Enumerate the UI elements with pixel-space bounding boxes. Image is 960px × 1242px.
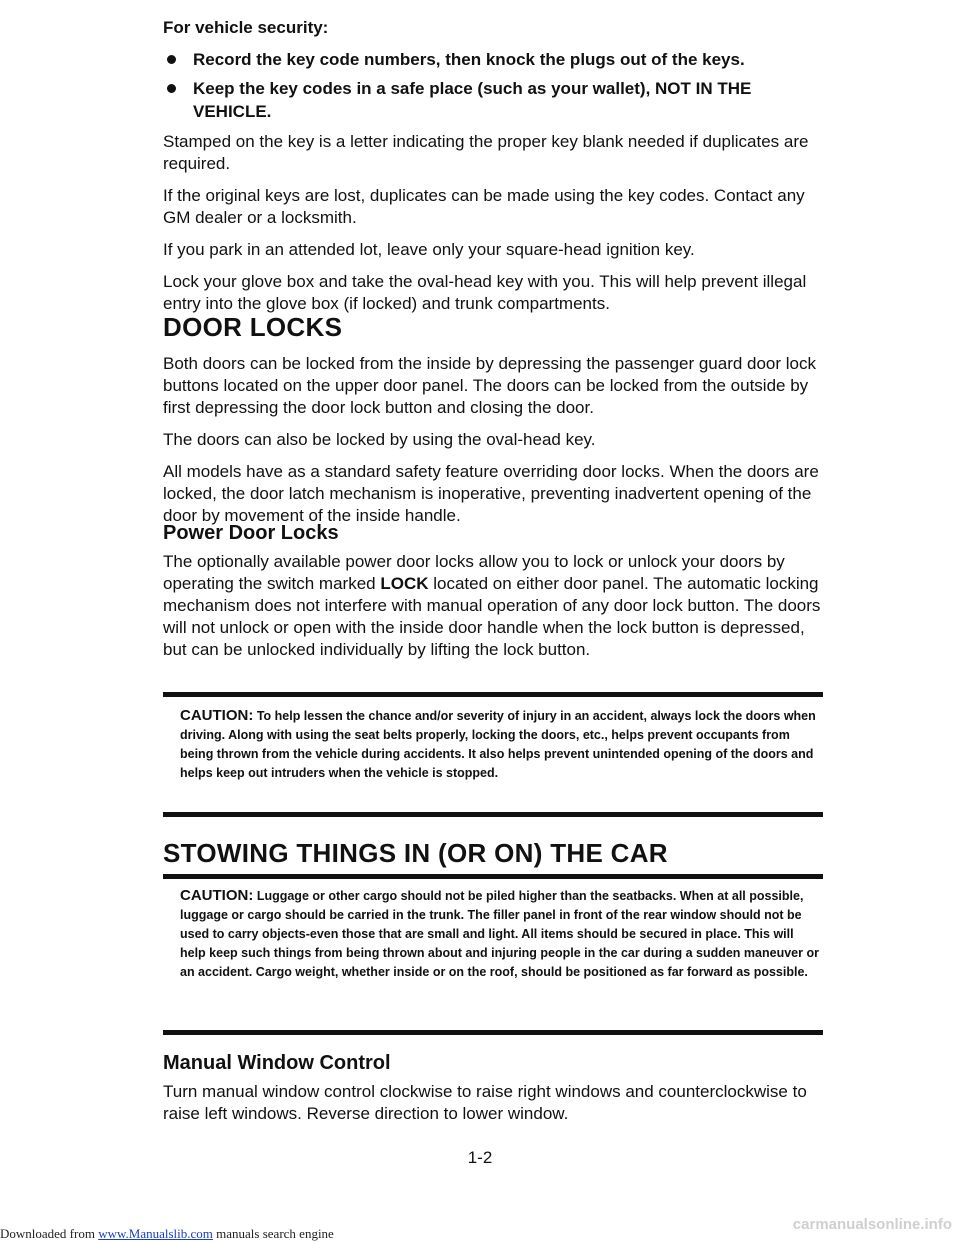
caution-label: CAUTION: xyxy=(180,707,254,724)
caution-label: CAUTION: xyxy=(180,887,254,904)
bullet-text: Record the key code numbers, then knock the plugs out of the keys. xyxy=(193,50,745,69)
caution-box-2 xyxy=(180,886,820,982)
caution-text xyxy=(180,706,820,783)
stowing-section xyxy=(163,838,825,869)
caution-bottom-rule xyxy=(163,1030,823,1035)
text-run: located on either door panel. The automatic locking mechanism does not interfere with manual operation of any door lock button. The doors will not unlock or open with the inside door handle when the lock button is depressed, but can be unlocked individually by lifting the lock button. xyxy=(163,574,821,659)
section-title: DOOR LOCKS xyxy=(163,312,343,342)
footer-prefix: Downloaded from xyxy=(0,1226,99,1241)
door-locks-section xyxy=(163,312,825,537)
subsection-title: Power Door Locks xyxy=(163,522,339,544)
manualslib-link[interactable]: www.Manualslib.com xyxy=(98,1226,213,1241)
paragraph: All models have as a standard safety feature overriding door locks. When the doors are locked, the door latch mechanism is inoperative, preventing inadvertent opening of the door by movement of the inside handle. xyxy=(163,462,819,525)
paragraph xyxy=(163,551,825,661)
text-run: The optionally available power door locks allow you to lock or unlock your doors by operating the switch marked xyxy=(163,552,785,593)
bullet-icon xyxy=(167,84,176,93)
caution-body: Luggage or other cargo should not be piled higher than the seatbacks. When at all possible, luggage or cargo should be carried in the trunk. The filler panel in front of the rear window should not be used to carry objects-even those that are small and light. All items should be secured in place. This will help keep such things from being thrown about and injuring people in the car during a sudden maneuver or an accident. Cargo weight, whether inside or on the roof, should be positioned as far forward as possible. xyxy=(180,889,819,979)
paragraph: If the original keys are lost, duplicates can be made using the key codes. Contact any GM dealer or a locksmith. xyxy=(163,186,805,227)
caution-body: To help lessen the chance and/or severity of injury in an accident, always lock the doors when driving. Along with using the seat belts properly, locking the doors, etc., helps prevent occupants from being thrown from the vehicle during accidents. It also helps prevent unintended opening of the doors and helps keep out intruders when the vehicle is stopped. xyxy=(180,709,816,780)
paragraph: Both doors can be locked from the inside by depressing the passenger guard door lock buttons located on the upper door panel. The doors can be locked from the outside by first depressing the door lock button and closing the door. xyxy=(163,354,817,417)
bullet-item xyxy=(163,48,825,71)
power-door-locks-section xyxy=(163,522,825,671)
section-title: STOWING THINGS IN (OR ON) THE CAR xyxy=(163,838,668,868)
paragraph: Stamped on the key is a letter indicating the proper key blank needed if duplicates are required. xyxy=(163,132,809,173)
caution-text xyxy=(180,886,820,982)
watermark: carmanualsonline.info xyxy=(792,1216,952,1233)
bullet-icon xyxy=(167,55,176,64)
lock-label: LOCK xyxy=(380,574,429,593)
security-section xyxy=(163,18,825,325)
caution-bottom-rule xyxy=(163,812,823,817)
paragraph: Turn manual window control clockwise to raise right windows and counterclockwise to raise left windows. Reverse direction to lower window. xyxy=(163,1082,807,1123)
security-bullet-list xyxy=(163,48,825,123)
caution-top-rule xyxy=(163,874,823,879)
page-number: 1-2 xyxy=(467,1148,493,1167)
subsection-title: Manual Window Control xyxy=(163,1052,391,1074)
paragraph: Lock your glove box and take the oval-head key with you. This will help prevent illegal entry into the glove box (if locked) and trunk compartments. xyxy=(163,272,807,313)
security-heading: For vehicle security: xyxy=(163,18,329,37)
download-footer xyxy=(0,1226,334,1242)
bullet-item xyxy=(163,77,825,123)
paragraph: The doors can also be locked by using the oval-head key. xyxy=(163,430,596,449)
manual-window-section xyxy=(163,1052,825,1135)
caution-top-rule xyxy=(163,692,823,697)
paragraph: If you park in an attended lot, leave only your square-head ignition key. xyxy=(163,240,695,259)
bullet-text: Keep the key codes in a safe place (such as your wallet), NOT IN THE VEHICLE. xyxy=(193,79,752,121)
caution-box-1 xyxy=(180,706,820,783)
footer-suffix: manuals search engine xyxy=(212,1226,334,1241)
